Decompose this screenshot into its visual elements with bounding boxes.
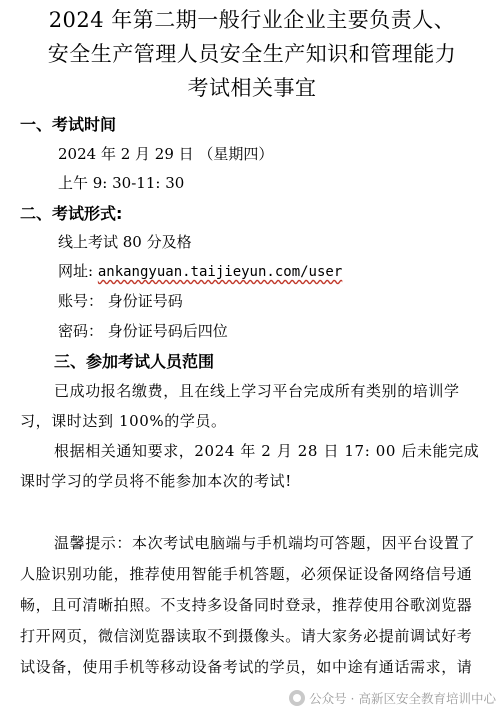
deadline-paragraph-line-1: 根据相关通知要求，2024 年 2 月 28 日 17: 00 后未能完成 — [54, 442, 480, 460]
title-line-3: 考试相关事宜 — [187, 76, 317, 100]
eligibility-paragraph-line-2: 习，课时达到 100%的学员。 — [20, 412, 227, 430]
tips-line-5: 试设备，使用手机等移动设备考试的学员，如中途有通话需求，请 — [20, 658, 473, 676]
watermark-text: 公众号 · 高新区安全教育培训中心 — [309, 691, 496, 706]
deadline-paragraph-line-2: 课时学习的学员将不能参加本次的考试! — [20, 472, 292, 490]
exam-time: 上午 9: 30-11: 30 — [58, 174, 185, 192]
url-label: 网址: — [58, 262, 94, 280]
section-heading-exam-time: 一、考试时间 — [20, 115, 117, 134]
exam-url-link[interactable]: ankangyuan.taijieyun.com/user — [97, 264, 343, 280]
tips-line-3: 畅，且可清晰拍照。不支持多设备同时登录，推荐使用谷歌浏览器 — [20, 596, 473, 614]
eligibility-paragraph-line-1: 已成功报名缴费，且在线上学习平台完成所有类别的培训学 — [54, 382, 460, 400]
title-line-2: 安全生产管理人员安全生产知识和管理能力 — [47, 42, 457, 66]
watermark — [289, 689, 496, 707]
exam-date: 2024 年 2 月 29 日 （星期四） — [58, 145, 274, 163]
tips-line-4: 打开网页，微信浏览器读取不到摄像头。请大家务必提前调试好考 — [20, 627, 473, 645]
section-heading-eligible-candidates: 三、参加考试人员范围 — [54, 352, 215, 371]
exam-url-row — [58, 260, 342, 281]
tips-line-2: 人脸识别功能，推荐使用智能手机答题，必须保证设备网络信号通 — [20, 565, 473, 583]
title-line-1: 2024 年第二期一般行业企业主要负责人、 — [48, 8, 456, 32]
tips-line-1: 温馨提示：本次考试电脑端与手机端均可答题，因平台设置了 — [54, 534, 476, 552]
password-info: 密码： 身份证号码后四位 — [58, 322, 228, 340]
exam-mode: 线上考试 80 分及格 — [58, 233, 192, 251]
wechat-official-account-icon — [289, 690, 305, 706]
section-heading-exam-format: 二、考试形式: — [20, 204, 123, 223]
account-info: 账号： 身份证号码 — [58, 292, 183, 310]
